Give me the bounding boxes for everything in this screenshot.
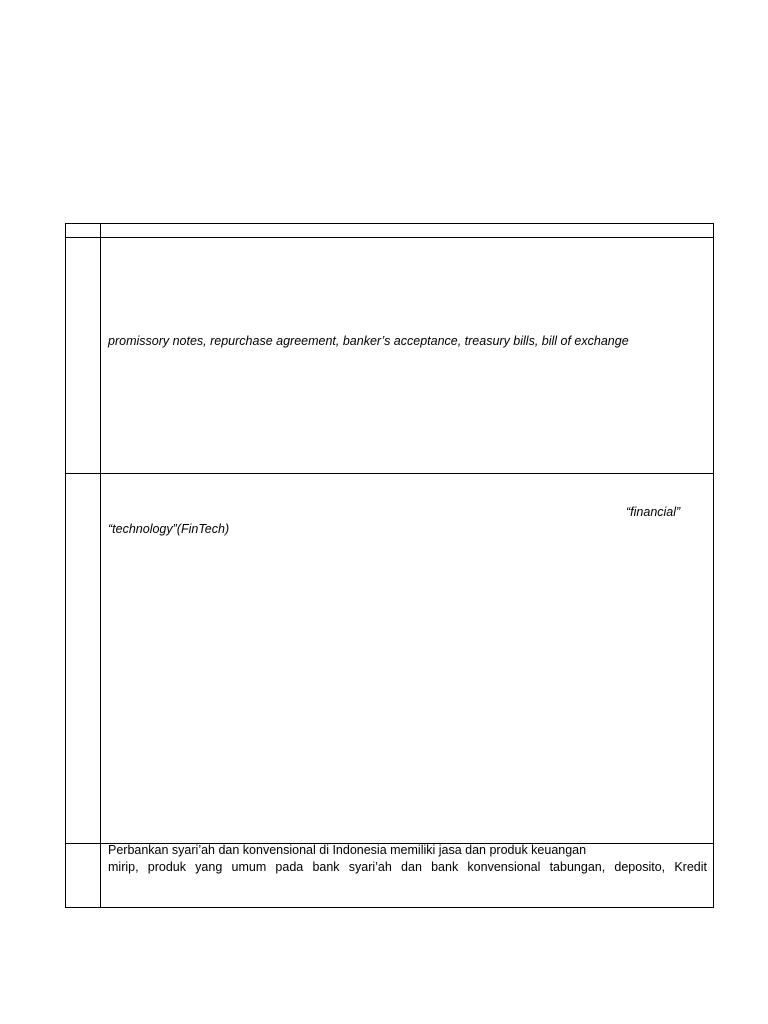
row-divider-1: [66, 237, 713, 238]
row2-text: promissory notes, repurchase agreement, banker’s acceptance, treasury bills, bill of exchange: [108, 334, 629, 348]
row4-line-1: Perbankan syari’ah dan konvensional di Indonesia memiliki jasa dan produk keuangan: [108, 843, 587, 857]
row-divider-2: [66, 473, 713, 474]
row4-line-2: mirip, produk yang umum pada bank syari’ah dan bank konvensional tabungan, deposito, Kredit: [108, 860, 707, 874]
row3-text-right: “financial”: [626, 505, 681, 519]
content-table: [65, 223, 714, 908]
column-divider: [100, 224, 101, 907]
row3-text-left: “technology”(FinTech): [108, 522, 230, 536]
